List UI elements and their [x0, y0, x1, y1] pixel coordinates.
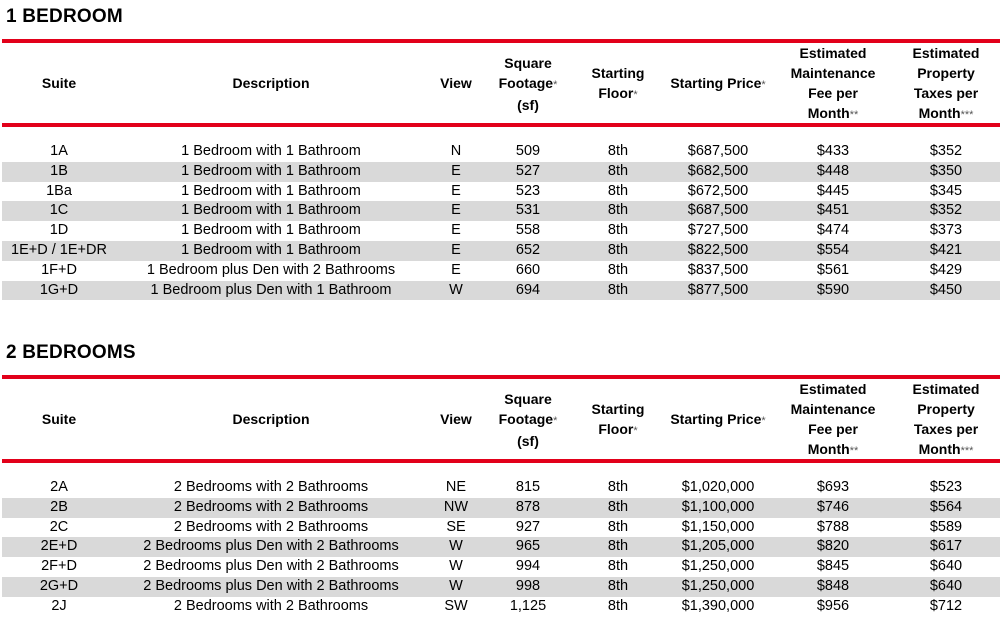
header-line: Fee per — [808, 85, 858, 101]
header-line: Month** — [807, 105, 859, 121]
cell-floor: 8th — [607, 538, 629, 555]
header-line: Starting — [591, 401, 645, 417]
cell-floor: 8th — [607, 518, 629, 535]
cell-description: 1 Bedroom plus Den with 1 Bathroom — [150, 281, 392, 298]
cell-sqft: 1,125 — [509, 597, 547, 614]
column-header-suite — [0, 409, 118, 429]
header-line: Month** — [807, 441, 859, 457]
cell-maint: $788 — [816, 518, 850, 535]
cell-suite: 2E+D — [40, 538, 78, 555]
column-header-sqft — [483, 389, 573, 451]
cell-tax: $640 — [929, 578, 963, 594]
cell-price: $1,150,000 — [681, 518, 755, 535]
column-header-maint — [778, 379, 888, 461]
header-line: Maintenance — [790, 65, 876, 81]
table-row — [2, 261, 1000, 281]
cell-description: 1 Bedroom with 1 Bathroom — [181, 162, 361, 179]
cell-description: 1 Bedroom plus Den with 2 Bathrooms — [146, 261, 396, 278]
header-line: Estimated — [799, 45, 867, 61]
cell-floor: 8th — [607, 498, 629, 515]
table-row — [2, 241, 1000, 261]
cell-description: 1 Bedroom with 1 Bathroom — [181, 222, 361, 239]
cell-suite: 1D — [49, 222, 69, 239]
header-line: View — [440, 411, 472, 427]
column-header-view — [431, 73, 481, 93]
cell-suite: 1F+D — [41, 261, 77, 278]
cell-view: W — [449, 558, 463, 575]
footnote-mark: * — [761, 415, 766, 427]
cell-suite: 1C — [49, 202, 69, 219]
cell-view: E — [451, 242, 461, 258]
cell-description: 2 Bedrooms with 2 Bathrooms — [173, 498, 369, 515]
cell-sqft: 531 — [515, 202, 541, 219]
header-line: Fee per — [808, 421, 858, 437]
cell-maint: $474 — [816, 222, 850, 239]
cell-view: SW — [444, 597, 468, 614]
cell-maint: $561 — [816, 261, 850, 278]
header-line: Description — [232, 75, 310, 91]
column-header-floor — [578, 63, 658, 105]
cell-view: W — [449, 578, 463, 594]
cell-price: $822,500 — [687, 242, 749, 258]
footnote-mark: ** — [849, 109, 859, 121]
cell-suite: 2J — [51, 597, 67, 614]
cell-sqft: 558 — [515, 222, 541, 239]
footnote-mark: ** — [849, 445, 859, 457]
cell-suite: 2F+D — [41, 558, 77, 575]
cell-floor: 8th — [607, 182, 629, 199]
footnote-mark: * — [633, 425, 638, 437]
table-row — [2, 162, 1000, 182]
cell-view: E — [451, 162, 461, 179]
cell-sqft: 994 — [515, 558, 541, 575]
column-header-price — [658, 409, 778, 431]
cell-floor: 8th — [607, 597, 629, 614]
cell-maint: $445 — [816, 182, 850, 199]
footnote-mark: *** — [960, 445, 974, 457]
column-header-suite — [0, 73, 118, 93]
cell-floor: 8th — [607, 242, 629, 258]
cell-suite: 2A — [50, 479, 68, 495]
table-row — [2, 281, 1000, 301]
cell-suite: 2C — [49, 518, 69, 535]
cell-view: NW — [443, 498, 469, 515]
table-row — [2, 201, 1000, 221]
header-line: Starting Price* — [670, 75, 766, 91]
cell-maint: $554 — [816, 242, 850, 258]
cell-maint: $693 — [816, 479, 850, 495]
column-header-description — [121, 73, 421, 93]
cell-view: W — [449, 538, 463, 555]
section-title: 1 BEDROOM — [6, 6, 123, 27]
header-line: Suite — [41, 75, 77, 91]
cell-floor: 8th — [607, 202, 629, 219]
cell-maint: $746 — [816, 498, 850, 515]
cell-suite: 2G+D — [39, 578, 79, 594]
table-row — [2, 577, 1000, 597]
footnote-mark: * — [633, 89, 638, 101]
cell-tax: $352 — [929, 202, 963, 219]
header-line: Footage* — [498, 411, 558, 427]
cell-tax: $589 — [929, 518, 963, 535]
cell-description: 2 Bedrooms plus Den with 2 Bathrooms — [143, 558, 399, 575]
cell-tax: $640 — [929, 558, 963, 575]
column-header-floor — [578, 399, 658, 441]
cell-view: SE — [446, 518, 466, 535]
table-section — [0, 0, 1003, 300]
header-line: Estimated — [912, 45, 980, 61]
cell-price: $682,500 — [687, 162, 749, 179]
cell-sqft: 998 — [515, 578, 541, 594]
cell-floor: 8th — [607, 261, 629, 278]
cell-price: $877,500 — [687, 281, 749, 298]
header-line: Starting — [591, 65, 645, 81]
cell-description: 2 Bedrooms plus Den with 2 Bathrooms — [143, 538, 399, 555]
section-title: 2 BEDROOMS — [6, 342, 136, 363]
footnote-mark: * — [553, 79, 558, 91]
cell-view: W — [449, 281, 463, 298]
cell-price: $687,500 — [687, 202, 749, 219]
column-header-view — [431, 409, 481, 429]
cell-price: $837,500 — [687, 261, 749, 278]
footnote-mark: * — [761, 79, 766, 91]
cell-maint: $433 — [816, 143, 850, 159]
table-row — [2, 597, 1000, 617]
header-line: Starting Price* — [670, 411, 766, 427]
cell-maint: $451 — [816, 202, 850, 219]
cell-description: 1 Bedroom with 1 Bathroom — [181, 143, 361, 159]
cell-description: 1 Bedroom with 1 Bathroom — [181, 182, 361, 199]
header-line: Square — [504, 55, 552, 71]
cell-suite: 1G+D — [39, 281, 79, 298]
cell-maint: $590 — [816, 281, 850, 298]
header-line: Suite — [41, 411, 77, 427]
cell-floor: 8th — [607, 222, 629, 239]
cell-tax: $373 — [929, 222, 963, 239]
cell-view: E — [451, 222, 461, 239]
cell-tax: $712 — [929, 597, 963, 614]
header-line: View — [440, 75, 472, 91]
column-header-sqft — [483, 53, 573, 115]
header-line: Floor* — [598, 85, 638, 101]
header-line: Floor* — [598, 421, 638, 437]
header-line: Taxes per — [913, 421, 979, 437]
cell-tax: $617 — [929, 538, 963, 555]
cell-tax: $350 — [929, 162, 963, 179]
cell-view: E — [451, 182, 461, 199]
cell-tax: $429 — [929, 261, 963, 278]
cell-sqft: 965 — [515, 538, 541, 555]
column-header-price — [658, 73, 778, 95]
cell-tax: $523 — [929, 479, 963, 495]
cell-sqft: 815 — [515, 479, 541, 495]
cell-description: 1 Bedroom with 1 Bathroom — [181, 202, 361, 219]
cell-description: 2 Bedrooms with 2 Bathrooms — [173, 597, 369, 614]
header-line: Description — [232, 411, 310, 427]
cell-description: 2 Bedrooms plus Den with 2 Bathrooms — [143, 578, 399, 594]
cell-price: $1,100,000 — [681, 498, 755, 515]
cell-price: $1,390,000 — [681, 597, 755, 614]
cell-tax: $352 — [929, 143, 963, 159]
header-line: Estimated — [799, 381, 867, 397]
header-line: Property — [917, 401, 975, 417]
cell-maint: $448 — [816, 162, 850, 179]
column-header-tax — [891, 379, 1001, 461]
header-line: Maintenance — [790, 401, 876, 417]
cell-sqft: 509 — [515, 143, 541, 159]
table-row — [2, 498, 1000, 518]
header-line: Month*** — [918, 441, 974, 457]
header-line: Property — [917, 65, 975, 81]
cell-floor: 8th — [607, 479, 629, 495]
footnote-mark: * — [553, 415, 558, 427]
cell-suite: 1E+D / 1E+DR — [11, 242, 107, 258]
header-bottom-rule — [2, 459, 1000, 463]
table-row — [2, 221, 1000, 241]
table-row — [2, 537, 1000, 557]
cell-price: $1,020,000 — [681, 479, 755, 495]
cell-suite: 1A — [50, 143, 68, 159]
table-section — [0, 336, 1003, 636]
cell-maint: $848 — [816, 578, 850, 594]
cell-sqft: 523 — [515, 182, 541, 199]
cell-description: 2 Bedrooms with 2 Bathrooms — [173, 479, 369, 495]
cell-description: 2 Bedrooms with 2 Bathrooms — [173, 518, 369, 535]
cell-tax: $564 — [929, 498, 963, 515]
cell-suite: 1B — [50, 162, 68, 179]
header-line: Taxes per — [913, 85, 979, 101]
table-row — [2, 142, 1000, 162]
cell-price: $1,250,000 — [681, 578, 755, 594]
cell-maint: $845 — [816, 558, 850, 575]
header-line: Estimated — [912, 381, 980, 397]
cell-sqft: 652 — [515, 242, 541, 258]
cell-view: E — [451, 261, 461, 278]
footnote-mark: *** — [960, 109, 974, 121]
cell-sqft: 927 — [515, 518, 541, 535]
cell-sqft: 660 — [515, 261, 541, 278]
cell-sqft: 527 — [515, 162, 541, 179]
cell-description: 1 Bedroom with 1 Bathroom — [181, 242, 361, 258]
cell-maint: $956 — [816, 597, 850, 614]
cell-suite: 1Ba — [46, 182, 72, 199]
cell-floor: 8th — [607, 281, 629, 298]
header-line: Square — [504, 391, 552, 407]
header-line: Footage* — [498, 75, 558, 91]
cell-tax: $421 — [929, 242, 963, 258]
header-line: (sf) — [517, 97, 539, 113]
cell-price: $727,500 — [687, 222, 749, 239]
cell-maint: $820 — [816, 538, 850, 555]
header-bottom-rule — [2, 123, 1000, 127]
table-row — [2, 518, 1000, 538]
cell-price: $687,500 — [687, 143, 749, 159]
cell-view: N — [450, 143, 462, 159]
cell-floor: 8th — [607, 578, 629, 594]
column-header-tax — [891, 43, 1001, 125]
cell-price: $672,500 — [687, 182, 749, 199]
column-header-maint — [778, 43, 888, 125]
table-row — [2, 557, 1000, 577]
cell-price: $1,250,000 — [681, 558, 755, 575]
header-line: Month*** — [918, 105, 974, 121]
column-header-description — [121, 409, 421, 429]
cell-view: NE — [445, 479, 467, 495]
cell-suite: 2B — [50, 498, 68, 515]
cell-floor: 8th — [607, 143, 629, 159]
cell-sqft: 694 — [515, 281, 541, 298]
cell-price: $1,205,000 — [681, 538, 755, 555]
cell-floor: 8th — [607, 558, 629, 575]
cell-sqft: 878 — [515, 498, 541, 515]
cell-floor: 8th — [607, 162, 629, 179]
table-row — [2, 478, 1000, 498]
cell-view: E — [451, 202, 461, 219]
header-line: (sf) — [517, 433, 539, 449]
cell-tax: $450 — [929, 281, 963, 298]
table-row — [2, 182, 1000, 202]
cell-tax: $345 — [929, 182, 963, 199]
